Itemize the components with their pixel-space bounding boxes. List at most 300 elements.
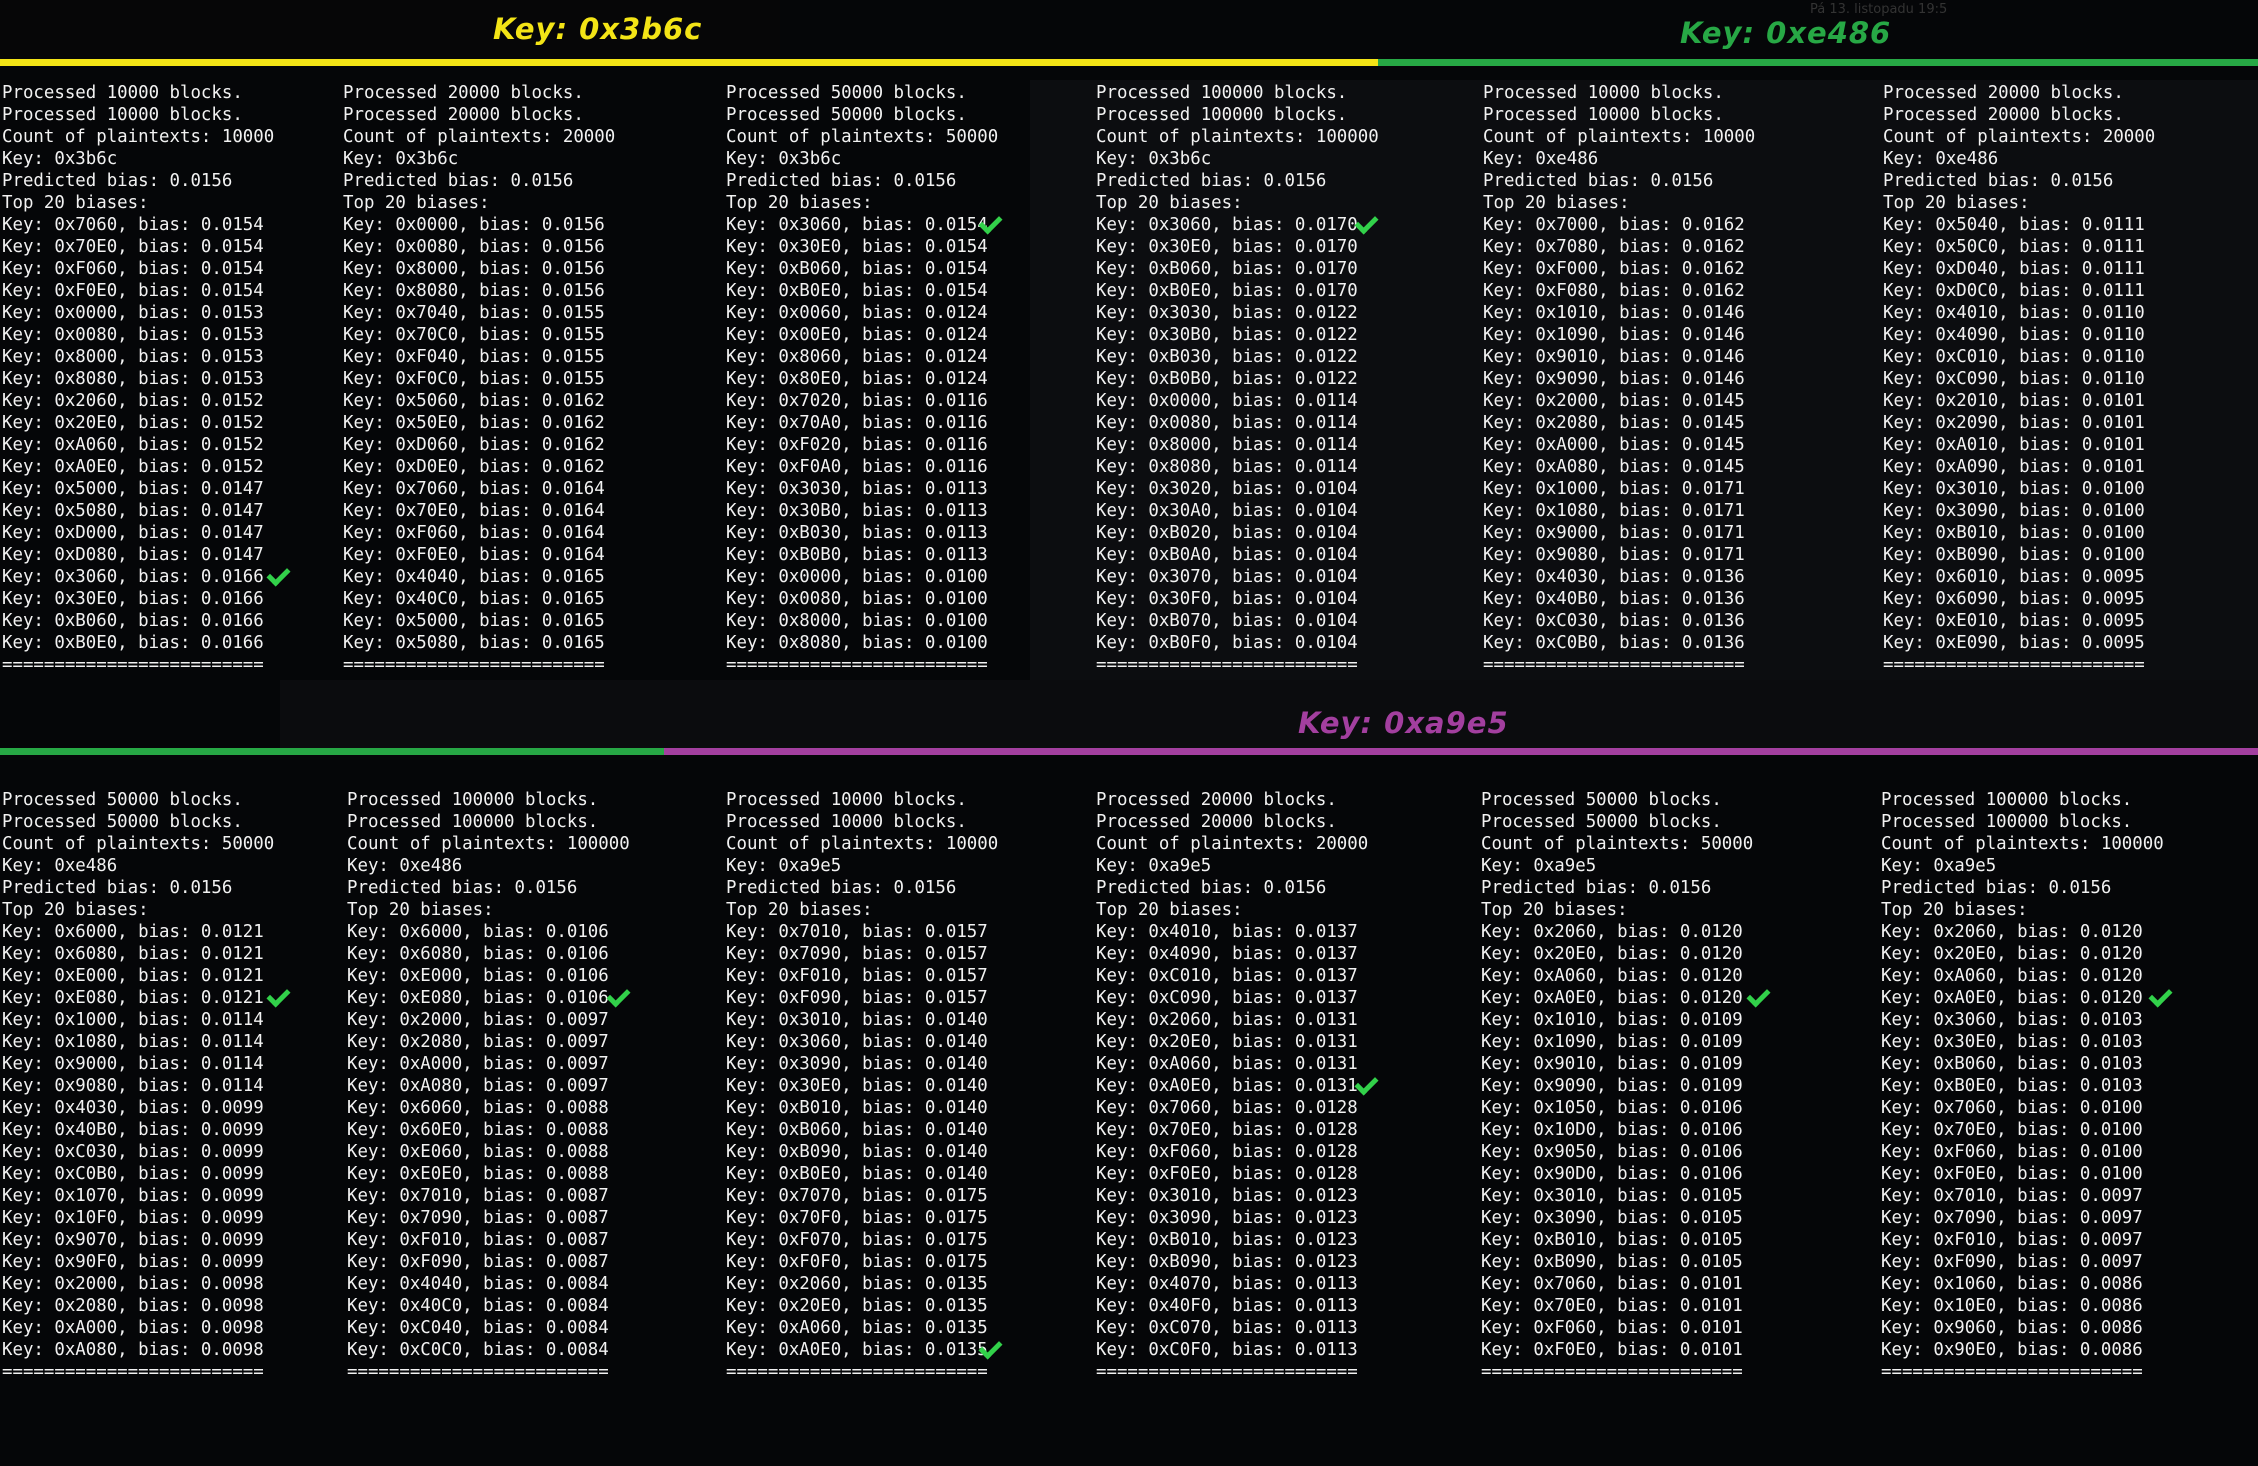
bias-row	[2, 456, 274, 478]
bias-row	[1096, 1229, 1368, 1251]
bias-row	[2, 522, 274, 544]
output-line: Top 20 biases:	[1096, 900, 1243, 920]
bias-row-text: Key: 0xF0C0, bias: 0.0155	[343, 369, 605, 389]
bias-row	[2, 588, 274, 610]
bias-row-text: Key: 0xB090, bias: 0.0140	[726, 1142, 988, 1162]
bias-row-text: Key: 0xD0C0, bias: 0.0111	[1883, 281, 2145, 301]
bias-row	[1096, 987, 1368, 1009]
output-line: Processed 20000 blocks.	[1096, 812, 1337, 832]
output-line: Key: 0x3b6c	[343, 149, 459, 169]
bias-row-text: Key: 0x30E0, bias: 0.0166	[2, 589, 264, 609]
bias-row-text: Key: 0xA060, bias: 0.0152	[2, 435, 264, 455]
bias-row-text: Key: 0x30E0, bias: 0.0103	[1881, 1032, 2143, 1052]
bias-row-text: Key: 0x20E0, bias: 0.0131	[1096, 1032, 1358, 1052]
bias-row-text: Key: 0xF0E0, bias: 0.0154	[2, 281, 264, 301]
bias-row-text: Key: 0xE060, bias: 0.0088	[347, 1142, 609, 1162]
output-line: Processed 50000 blocks.	[1481, 790, 1722, 810]
output-line: Processed 50000 blocks.	[726, 83, 967, 103]
bias-row	[2, 258, 274, 280]
terminal-output-panel	[1096, 82, 1379, 676]
bias-row	[347, 1185, 630, 1207]
bias-row-text: Key: 0x40C0, bias: 0.0165	[343, 589, 605, 609]
bias-row	[1096, 1075, 1368, 1097]
bias-row-text: Key: 0x7020, bias: 0.0116	[726, 391, 988, 411]
output-line: Processed 10000 blocks.	[1483, 83, 1724, 103]
bias-row	[1883, 610, 2155, 632]
bias-row-text: Key: 0x20E0, bias: 0.0120	[1481, 944, 1743, 964]
bias-row-text: Key: 0x4010, bias: 0.0137	[1096, 922, 1358, 942]
bias-row	[1096, 500, 1379, 522]
bias-row-text: Key: 0x9010, bias: 0.0109	[1481, 1054, 1743, 1074]
output-line: Processed 50000 blocks.	[1481, 812, 1722, 832]
bias-row	[726, 500, 998, 522]
output-line: Count of plaintexts: 50000	[2, 834, 275, 854]
bias-row	[726, 1031, 998, 1053]
bias-row-text: Key: 0xB090, bias: 0.0105	[1481, 1252, 1743, 1272]
output-line: Processed 20000 blocks.	[1883, 105, 2124, 125]
bias-row	[726, 456, 998, 478]
bias-row-text: Key: 0x20E0, bias: 0.0120	[1881, 944, 2143, 964]
bias-row-text: Key: 0x4010, bias: 0.0110	[1883, 303, 2145, 323]
bias-row	[1883, 456, 2155, 478]
bias-row-text: Key: 0xA080, bias: 0.0145	[1483, 457, 1745, 477]
bias-row	[1096, 1119, 1368, 1141]
bias-row-text: Key: 0x1060, bias: 0.0086	[1881, 1274, 2143, 1294]
bias-row	[1483, 280, 1755, 302]
output-line: Count of plaintexts: 10000	[726, 834, 999, 854]
bias-row-text: Key: 0x3010, bias: 0.0100	[1883, 479, 2145, 499]
bias-row-text: Key: 0x30E0, bias: 0.0154	[726, 237, 988, 257]
key-label-0xe486: Key: 0xe486	[1680, 16, 1892, 50]
bias-row	[726, 1119, 998, 1141]
bias-row	[1096, 346, 1379, 368]
bias-row	[1096, 1251, 1368, 1273]
bias-row-text: Key: 0x9080, bias: 0.0171	[1483, 545, 1745, 565]
output-line: Key: 0xe486	[1883, 149, 1999, 169]
bias-row	[1883, 478, 2155, 500]
bias-row-text: Key: 0x4070, bias: 0.0113	[1096, 1274, 1358, 1294]
bias-row-text: Key: 0x9090, bias: 0.0146	[1483, 369, 1745, 389]
bias-row	[2, 280, 274, 302]
bias-row	[347, 987, 630, 1009]
bias-row-text: Key: 0x7060, bias: 0.0154	[2, 215, 264, 235]
bias-row-text: Key: 0x5000, bias: 0.0165	[343, 611, 605, 631]
bias-row	[2, 368, 274, 390]
bias-row	[2, 921, 274, 943]
bias-row	[2, 302, 274, 324]
bias-row-text: Key: 0xE0E0, bias: 0.0088	[347, 1164, 609, 1184]
bias-row	[1883, 368, 2155, 390]
bias-row	[343, 214, 615, 236]
bias-row	[1096, 434, 1379, 456]
output-line: Key: 0x3b6c	[2, 149, 118, 169]
bias-row	[726, 1207, 998, 1229]
bias-row	[1096, 1317, 1368, 1339]
bias-row	[2, 1009, 274, 1031]
bias-row-text: Key: 0xA000, bias: 0.0098	[2, 1318, 264, 1338]
bias-row-text: Key: 0x1050, bias: 0.0106	[1481, 1098, 1743, 1118]
terminal-output-panel	[1483, 82, 1755, 676]
separator-line: =========================	[1883, 655, 2145, 675]
output-line: Predicted bias: 0.0156	[726, 878, 957, 898]
bias-row-text: Key: 0x30B0, bias: 0.0113	[726, 501, 988, 521]
checkmark-icon	[1746, 983, 1770, 1007]
bias-row	[2, 943, 274, 965]
output-line: Predicted bias: 0.0156	[2, 171, 233, 191]
output-line: Predicted bias: 0.0156	[1096, 171, 1327, 191]
bias-row	[1483, 478, 1755, 500]
bias-row	[2, 412, 274, 434]
bias-row	[347, 1097, 630, 1119]
output-line: Count of plaintexts: 20000	[1883, 127, 2156, 147]
bias-row	[1881, 1251, 2164, 1273]
bias-row	[1883, 258, 2155, 280]
bias-row-text: Key: 0x0080, bias: 0.0156	[343, 237, 605, 257]
bias-row	[1096, 390, 1379, 412]
bias-row	[343, 280, 615, 302]
separator-line: =========================	[2, 1362, 264, 1382]
output-line: Processed 20000 blocks.	[343, 83, 584, 103]
bias-row	[1096, 236, 1379, 258]
bias-row	[1096, 1339, 1368, 1361]
bias-row-text: Key: 0x9070, bias: 0.0099	[2, 1230, 264, 1250]
bias-row-text: Key: 0xF010, bias: 0.0157	[726, 966, 988, 986]
output-line: Count of plaintexts: 20000	[1096, 834, 1369, 854]
bias-row-text: Key: 0x5000, bias: 0.0147	[2, 479, 264, 499]
bias-row	[1883, 214, 2155, 236]
bias-row-text: Key: 0x30B0, bias: 0.0122	[1096, 325, 1358, 345]
bias-row-text: Key: 0xF0E0, bias: 0.0100	[1881, 1164, 2143, 1184]
bias-row-text: Key: 0x5040, bias: 0.0111	[1883, 215, 2145, 235]
output-line: Key: 0xa9e5	[1881, 856, 1997, 876]
bias-row-text: Key: 0xF0E0, bias: 0.0164	[343, 545, 605, 565]
bias-row	[343, 500, 615, 522]
bias-row-text: Key: 0x4030, bias: 0.0136	[1483, 567, 1745, 587]
bias-row	[1883, 412, 2155, 434]
bias-row	[347, 1031, 630, 1053]
bias-row	[2, 1251, 274, 1273]
bias-row-text: Key: 0x0060, bias: 0.0124	[726, 303, 988, 323]
bias-row	[726, 236, 998, 258]
output-line: Processed 100000 blocks.	[347, 812, 599, 832]
bias-row-text: Key: 0x0000, bias: 0.0153	[2, 303, 264, 323]
bias-row	[1883, 324, 2155, 346]
bias-row-text: Key: 0x3060, bias: 0.0170	[1096, 215, 1358, 235]
bias-row-text: Key: 0x7090, bias: 0.0087	[347, 1208, 609, 1228]
bias-row	[1881, 1075, 2164, 1097]
bias-row	[343, 412, 615, 434]
bias-row-text: Key: 0x70C0, bias: 0.0155	[343, 325, 605, 345]
bias-row-text: Key: 0xB060, bias: 0.0166	[2, 611, 264, 631]
bias-row	[1883, 302, 2155, 324]
bias-row	[347, 1251, 630, 1273]
bias-row	[2, 1141, 274, 1163]
output-line: Processed 20000 blocks.	[1096, 790, 1337, 810]
bias-row	[1096, 610, 1379, 632]
bias-row-text: Key: 0x2090, bias: 0.0101	[1883, 413, 2145, 433]
bias-row-text: Key: 0x3060, bias: 0.0154	[726, 215, 988, 235]
bias-row	[1483, 236, 1755, 258]
output-line: Key: 0xa9e5	[1481, 856, 1597, 876]
bias-row-text: Key: 0x3010, bias: 0.0123	[1096, 1186, 1358, 1206]
output-line: Top 20 biases:	[726, 193, 873, 213]
bias-row-text: Key: 0xF010, bias: 0.0087	[347, 1230, 609, 1250]
separator-line: =========================	[1096, 655, 1358, 675]
bias-row-text: Key: 0xF070, bias: 0.0175	[726, 1230, 988, 1250]
bias-row	[1096, 302, 1379, 324]
bias-row-text: Key: 0x50E0, bias: 0.0162	[343, 413, 605, 433]
output-line: Processed 100000 blocks.	[1881, 812, 2133, 832]
bias-row	[726, 478, 998, 500]
bias-row	[1096, 1097, 1368, 1119]
bias-row-text: Key: 0xF060, bias: 0.0154	[2, 259, 264, 279]
terminal-output-panel	[2, 789, 274, 1383]
bias-row	[1881, 1097, 2164, 1119]
bias-row-text: Key: 0x30E0, bias: 0.0140	[726, 1076, 988, 1096]
bias-row	[726, 258, 998, 280]
bias-row	[1096, 368, 1379, 390]
bias-row-text: Key: 0x1090, bias: 0.0109	[1481, 1032, 1743, 1052]
bias-row-text: Key: 0xA0E0, bias: 0.0135	[726, 1340, 988, 1360]
checkmark-icon	[1354, 210, 1378, 234]
bias-row-text: Key: 0x40B0, bias: 0.0099	[2, 1120, 264, 1140]
separator-line: =========================	[1881, 1362, 2143, 1382]
bias-row	[2, 1229, 274, 1251]
bias-row-text: Key: 0x2060, bias: 0.0120	[1881, 922, 2143, 942]
output-line: Count of plaintexts: 10000	[1483, 127, 1756, 147]
bias-row	[1096, 1273, 1368, 1295]
bias-row	[1883, 390, 2155, 412]
bias-row-text: Key: 0xB0E0, bias: 0.0103	[1881, 1076, 2143, 1096]
bias-row-text: Key: 0x7010, bias: 0.0087	[347, 1186, 609, 1206]
bias-row	[2, 987, 274, 1009]
output-line: Processed 100000 blocks.	[1881, 790, 2133, 810]
bias-row	[726, 965, 998, 987]
bias-row-text: Key: 0x9080, bias: 0.0114	[2, 1076, 264, 1096]
bias-row-text: Key: 0x7000, bias: 0.0162	[1483, 215, 1745, 235]
output-line: Top 20 biases:	[347, 900, 494, 920]
bias-row-text: Key: 0xC030, bias: 0.0136	[1483, 611, 1745, 631]
bias-row	[726, 1339, 998, 1361]
bias-row	[726, 1009, 998, 1031]
bias-row-text: Key: 0xF090, bias: 0.0157	[726, 988, 988, 1008]
bias-row	[2, 478, 274, 500]
bias-row-text: Key: 0x7010, bias: 0.0097	[1881, 1186, 2143, 1206]
bias-row	[1881, 921, 2164, 943]
bias-row	[347, 921, 630, 943]
bias-row-text: Key: 0x1010, bias: 0.0109	[1481, 1010, 1743, 1030]
bias-row	[1483, 324, 1755, 346]
bias-row-text: Key: 0x2080, bias: 0.0098	[2, 1296, 264, 1316]
bias-row	[2, 500, 274, 522]
bias-row	[343, 456, 615, 478]
bias-row-text: Key: 0x40F0, bias: 0.0113	[1096, 1296, 1358, 1316]
bias-row-text: Key: 0x3010, bias: 0.0105	[1481, 1186, 1743, 1206]
bias-row-text: Key: 0x7060, bias: 0.0128	[1096, 1098, 1358, 1118]
output-line: Key: 0xe486	[347, 856, 463, 876]
bias-row-text: Key: 0xB060, bias: 0.0140	[726, 1120, 988, 1140]
bias-row	[726, 368, 998, 390]
output-line: Count of plaintexts: 100000	[1881, 834, 2164, 854]
bias-row-text: Key: 0x1010, bias: 0.0146	[1483, 303, 1745, 323]
bias-row	[1483, 610, 1755, 632]
output-line: Processed 100000 blocks.	[1096, 105, 1348, 125]
checkmark-icon	[606, 983, 630, 1007]
bias-row-text: Key: 0xF010, bias: 0.0097	[1881, 1230, 2143, 1250]
output-line: Count of plaintexts: 10000	[2, 127, 275, 147]
separator-line: =========================	[1481, 1362, 1743, 1382]
bias-row-text: Key: 0xE000, bias: 0.0121	[2, 966, 264, 986]
bias-row	[1881, 1163, 2164, 1185]
bias-row-text: Key: 0x9000, bias: 0.0171	[1483, 523, 1745, 543]
bias-row-text: Key: 0xD000, bias: 0.0147	[2, 523, 264, 543]
bias-row-text: Key: 0xB090, bias: 0.0123	[1096, 1252, 1358, 1272]
bias-row	[1483, 434, 1755, 456]
bias-row	[1096, 522, 1379, 544]
output-line: Predicted bias: 0.0156	[1096, 878, 1327, 898]
bias-row	[726, 390, 998, 412]
bias-row	[2, 566, 274, 588]
bias-row	[2, 610, 274, 632]
bias-row	[1096, 1295, 1368, 1317]
bias-row-text: Key: 0xE080, bias: 0.0106	[347, 988, 609, 1008]
output-line: Count of plaintexts: 50000	[1481, 834, 1754, 854]
bias-row	[1481, 921, 1753, 943]
bias-row-text: Key: 0x00E0, bias: 0.0124	[726, 325, 988, 345]
bias-row-text: Key: 0x5080, bias: 0.0165	[343, 633, 605, 653]
bias-row-text: Key: 0xC090, bias: 0.0137	[1096, 988, 1358, 1008]
bias-row-text: Key: 0x40C0, bias: 0.0084	[347, 1296, 609, 1316]
bias-row-text: Key: 0x50C0, bias: 0.0111	[1883, 237, 2145, 257]
output-line: Key: 0xa9e5	[726, 856, 842, 876]
bias-row	[343, 390, 615, 412]
bias-row	[1483, 390, 1755, 412]
bias-row	[343, 566, 615, 588]
bias-row-text: Key: 0x3030, bias: 0.0122	[1096, 303, 1358, 323]
key-bar-0xe486-lower	[0, 748, 664, 755]
bias-row-text: Key: 0xB010, bias: 0.0140	[726, 1098, 988, 1118]
bias-row-text: Key: 0xB030, bias: 0.0122	[1096, 347, 1358, 367]
bias-row-text: Key: 0xA080, bias: 0.0097	[347, 1076, 609, 1096]
bias-row-text: Key: 0x3060, bias: 0.0166	[2, 567, 264, 587]
bias-row-text: Key: 0xA010, bias: 0.0101	[1883, 435, 2145, 455]
output-line: Predicted bias: 0.0156	[347, 878, 578, 898]
bias-row-text: Key: 0x6060, bias: 0.0088	[347, 1098, 609, 1118]
key-label-0xa9e5: Key: 0xa9e5	[1298, 706, 1509, 740]
bias-row	[1096, 588, 1379, 610]
bias-row-text: Key: 0x2060, bias: 0.0152	[2, 391, 264, 411]
output-line: Predicted bias: 0.0156	[726, 171, 957, 191]
bias-row	[1883, 522, 2155, 544]
bias-row	[726, 943, 998, 965]
bias-row	[726, 1185, 998, 1207]
bias-row	[1881, 1053, 2164, 1075]
bias-row-text: Key: 0x3090, bias: 0.0100	[1883, 501, 2145, 521]
output-line: Key: 0x3b6c	[726, 149, 842, 169]
bias-row-text: Key: 0x1080, bias: 0.0114	[2, 1032, 264, 1052]
bias-row-text: Key: 0x70F0, bias: 0.0175	[726, 1208, 988, 1228]
bias-row	[1481, 1097, 1753, 1119]
bias-row-text: Key: 0x8080, bias: 0.0100	[726, 633, 988, 653]
bias-row	[347, 1119, 630, 1141]
bias-row	[1883, 346, 2155, 368]
bias-row-text: Key: 0xE090, bias: 0.0095	[1883, 633, 2145, 653]
key-label-0x3b6c: Key: 0x3b6c	[493, 12, 703, 46]
bias-row	[1483, 566, 1755, 588]
bias-row-text: Key: 0xA0E0, bias: 0.0131	[1096, 1076, 1358, 1096]
bias-row-text: Key: 0x2080, bias: 0.0145	[1483, 413, 1745, 433]
bias-row-text: Key: 0x30F0, bias: 0.0104	[1096, 589, 1358, 609]
bias-row	[1096, 921, 1368, 943]
bias-row-text: Key: 0x7010, bias: 0.0157	[726, 922, 988, 942]
bias-row-text: Key: 0x3070, bias: 0.0104	[1096, 567, 1358, 587]
output-line: Processed 20000 blocks.	[1883, 83, 2124, 103]
output-line: Processed 100000 blocks.	[347, 790, 599, 810]
bias-row	[1096, 258, 1379, 280]
bias-row-text: Key: 0xE000, bias: 0.0106	[347, 966, 609, 986]
bias-row-text: Key: 0xB010, bias: 0.0105	[1481, 1230, 1743, 1250]
separator-line: =========================	[726, 655, 988, 675]
output-line: Top 20 biases:	[2, 900, 149, 920]
bias-row-text: Key: 0x1000, bias: 0.0114	[2, 1010, 264, 1030]
bias-row-text: Key: 0xB070, bias: 0.0104	[1096, 611, 1358, 631]
bias-row	[343, 632, 615, 654]
bias-row	[1096, 1185, 1368, 1207]
bias-row	[1881, 987, 2164, 1009]
bias-row	[1096, 566, 1379, 588]
bias-row-text: Key: 0x7060, bias: 0.0164	[343, 479, 605, 499]
output-line: Processed 10000 blocks.	[1483, 105, 1724, 125]
bias-row	[347, 943, 630, 965]
bias-row-text: Key: 0x20E0, bias: 0.0152	[2, 413, 264, 433]
status-text: Pá 13. listopadu 19:5	[1810, 2, 1948, 17]
bias-row-text: Key: 0x90D0, bias: 0.0106	[1481, 1164, 1743, 1184]
bias-row-text: Key: 0xB0E0, bias: 0.0140	[726, 1164, 988, 1184]
bias-row-text: Key: 0xD060, bias: 0.0162	[343, 435, 605, 455]
bias-row	[347, 1317, 630, 1339]
bias-row	[347, 965, 630, 987]
bias-row	[1096, 632, 1379, 654]
bias-row	[1481, 1075, 1753, 1097]
bias-row	[1096, 1141, 1368, 1163]
bias-row	[1483, 588, 1755, 610]
bias-row-text: Key: 0x60E0, bias: 0.0088	[347, 1120, 609, 1140]
bias-row-text: Key: 0xB060, bias: 0.0170	[1096, 259, 1358, 279]
bias-row	[726, 522, 998, 544]
bias-row	[1483, 302, 1755, 324]
bias-row-text: Key: 0xF0F0, bias: 0.0175	[726, 1252, 988, 1272]
bias-row	[1881, 1009, 2164, 1031]
bias-row-text: Key: 0xB0F0, bias: 0.0104	[1096, 633, 1358, 653]
bias-row-text: Key: 0x7070, bias: 0.0175	[726, 1186, 988, 1206]
bias-row	[726, 1141, 998, 1163]
bias-row-text: Key: 0x90E0, bias: 0.0086	[1881, 1340, 2143, 1360]
bias-row-text: Key: 0x3090, bias: 0.0123	[1096, 1208, 1358, 1228]
bias-row-text: Key: 0x2060, bias: 0.0131	[1096, 1010, 1358, 1030]
bias-row-text: Key: 0xF060, bias: 0.0101	[1481, 1318, 1743, 1338]
separator-line: =========================	[2, 655, 264, 675]
bias-row-text: Key: 0x8000, bias: 0.0156	[343, 259, 605, 279]
bias-row	[1883, 280, 2155, 302]
output-line: Processed 10000 blocks.	[2, 105, 243, 125]
output-line: Key: 0xe486	[2, 856, 118, 876]
bias-row-text: Key: 0xC010, bias: 0.0137	[1096, 966, 1358, 986]
bias-row-text: Key: 0x0080, bias: 0.0153	[2, 325, 264, 345]
bias-row	[347, 1229, 630, 1251]
bias-row	[2, 390, 274, 412]
bias-row	[1881, 1317, 2164, 1339]
bias-row	[347, 1163, 630, 1185]
